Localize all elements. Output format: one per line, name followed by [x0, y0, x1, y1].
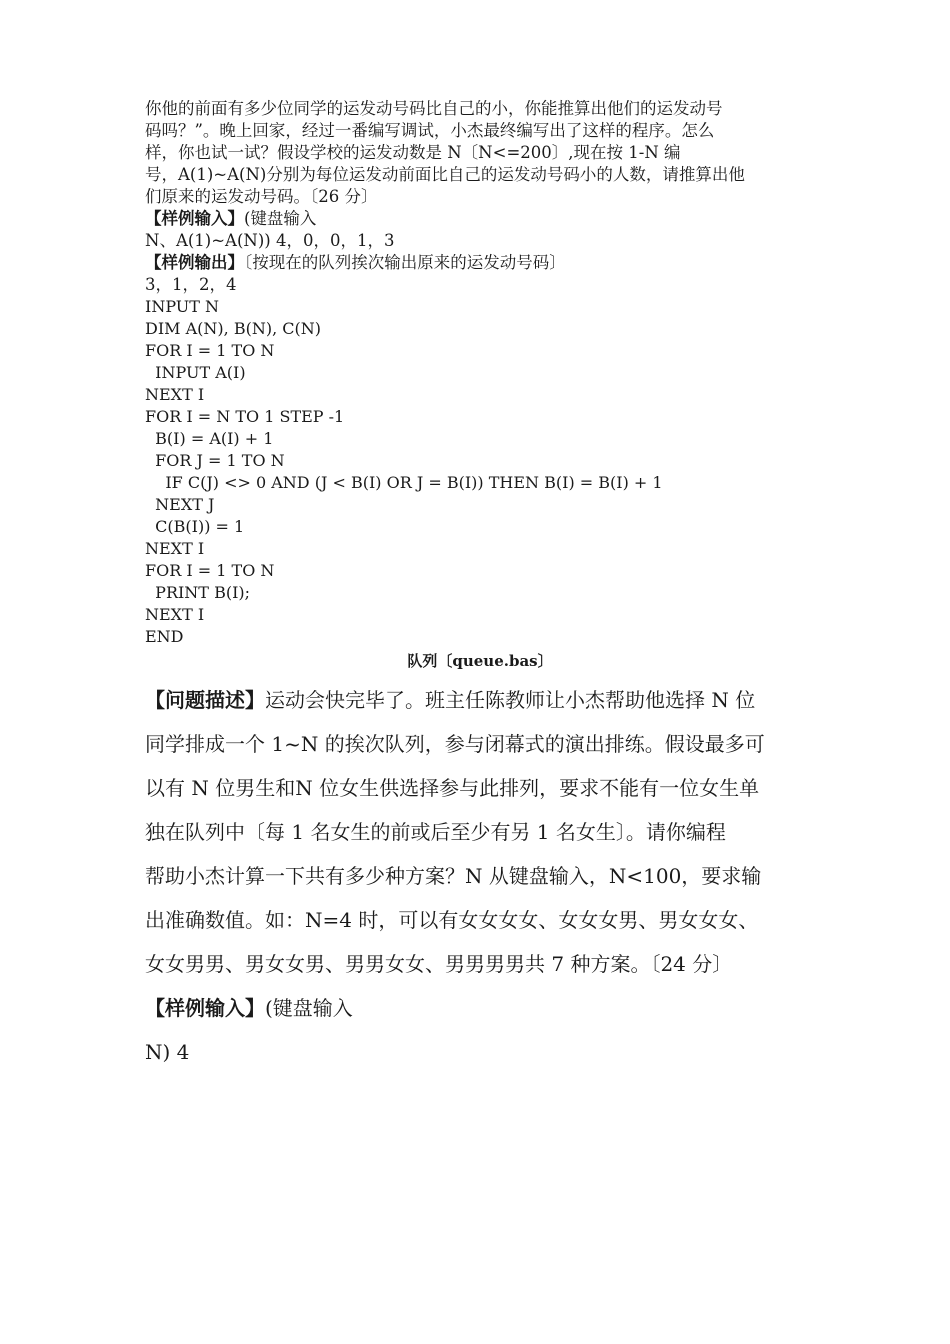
problem-line: 女女男男、男女女男、男男女女、男男男男共 7 种方案。〔24 分〕 — [145, 952, 733, 976]
sample1-output-note: 〔按现在的队列挨次输出原来的运发动号码〕 — [244, 253, 566, 272]
code-line: END — [145, 627, 184, 646]
sample1-input-value: N、A(1)~A(N)) 4，0，0，1，3 — [145, 231, 395, 250]
problem-label: 【问题描述】 — [145, 688, 265, 712]
sample1-output-value: 3，1，2，4 — [145, 275, 237, 294]
code-line: B(I) = A(I) + 1 — [145, 429, 274, 448]
code-line: FOR I = 1 TO N — [145, 561, 275, 580]
intro-line: 样，你也试一试？假设学校的运发动数是 N〔N<=200〕,现在按 1-N 编 — [145, 143, 681, 162]
code-line: NEXT J — [145, 495, 215, 514]
code-block — [145, 296, 815, 648]
sample1-output-heading — [145, 252, 815, 274]
intro-line: 号，A(1)~A(N)分别为每位运发动前面比自己的运发动号码小的人数，请推算出他 — [145, 165, 745, 184]
code-line: NEXT I — [145, 605, 205, 624]
problem-line: 同学排成一个 1~N 的挨次队列，参与闭幕式的演出排练。假设最多可 — [145, 732, 765, 756]
sample1-input-note: (键盘输入 — [244, 209, 317, 228]
problem-text: 运动会快完毕了。班主任陈教师让小杰帮助他选择 N 位 — [265, 688, 756, 712]
section-title: 队列〔queue.bas〕 — [407, 652, 553, 670]
sample1-output-label: 【样例输出】 — [145, 253, 244, 272]
intro-line: 码吗？”。晚上回家，经过一番编写调试，小杰最终编写出了这样的程序。怎么 — [145, 121, 715, 140]
code-line: C(B(I)) = 1 — [145, 517, 245, 536]
code-line: FOR I = 1 TO N — [145, 341, 275, 360]
sample1-input-label: 【样例输入】 — [145, 209, 244, 228]
code-line: FOR J = 1 TO N — [145, 451, 285, 470]
code-line: NEXT I — [145, 539, 205, 558]
intro-line: 你他的前面有多少位同学的运发动号码比自己的小，你能推算出他们的运发动号 — [145, 99, 723, 118]
document-page — [145, 98, 815, 1074]
code-line: IF C(J) <> 0 AND (J < B(I) OR J = B(I)) THEN B(I) = B(I) + 1 — [145, 473, 663, 492]
problem-line: 帮助小杰计算一下共有多少种方案？N 从键盘输入，N<100，要求输 — [145, 864, 762, 888]
problem-line: 出准确数值。如：N=4 时，可以有女女女女、女女女男、男女女女、 — [145, 908, 759, 932]
code-line: NEXT I — [145, 385, 205, 404]
sample2-input-note: (键盘输入 — [265, 996, 353, 1020]
problem-line: 以有 N 位男生和N 位女生供选择参与此排列，要求不能有一位女生单 — [145, 776, 760, 800]
code-line: PRINT B(I); — [145, 583, 251, 602]
problem-description — [145, 678, 815, 986]
code-line: INPUT A(I) — [145, 363, 246, 382]
code-line: DIM A(N), B(N), C(N) — [145, 319, 321, 338]
sample2-input-label: 【样例输入】 — [145, 996, 265, 1020]
sample2-input-heading — [145, 986, 815, 1030]
sample2-input-value: N) 4 — [145, 1040, 190, 1064]
intro-paragraph — [145, 98, 815, 208]
problem-line: 独在队列中〔每 1 名女生的前或后至少有另 1 名女生〕。请你编程 — [145, 820, 726, 844]
sample1-input-heading — [145, 208, 815, 230]
code-line: INPUT N — [145, 297, 220, 316]
problem-line — [145, 678, 815, 722]
code-line: FOR I = N TO 1 STEP -1 — [145, 407, 345, 426]
intro-line: 们原来的运发动号码。〔26 分〕 — [145, 187, 378, 206]
